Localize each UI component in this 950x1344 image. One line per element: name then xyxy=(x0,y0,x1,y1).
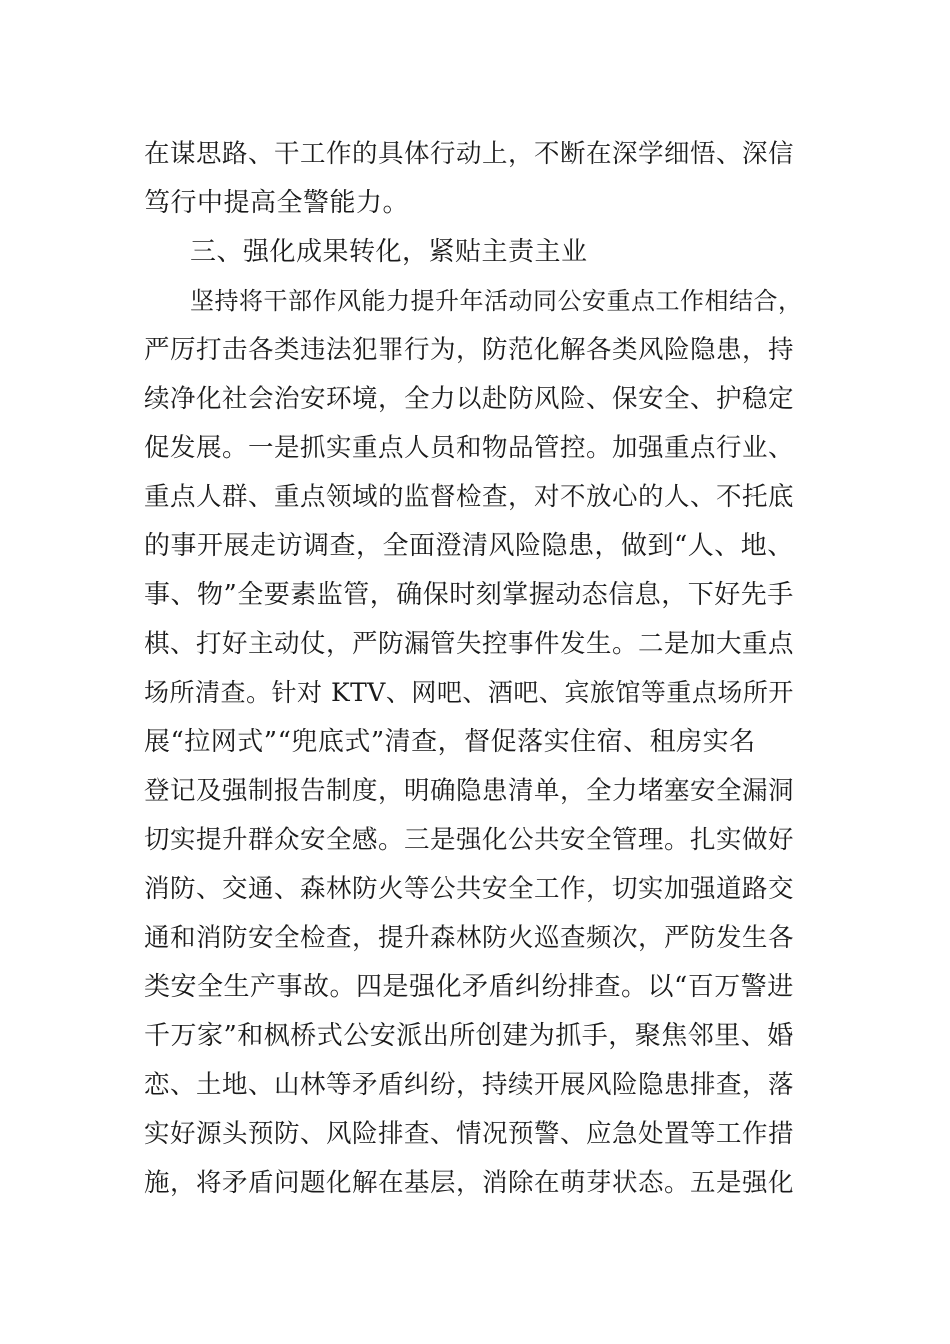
body-text-line: 笃行中提高全警能力。 xyxy=(144,188,410,218)
body-text-line: 恋、土地、山林等矛盾纠纷，持续开展风险隐患排查，落 xyxy=(144,1070,795,1100)
section-heading: 三、强化成果转化，紧贴主责主业 xyxy=(190,237,588,267)
body-text-line: 重点人群、重点领域的监督检查，对不放心的人、不托底 xyxy=(144,482,795,512)
body-text-line: 在谋思路、干工作的具体行动上，不断在深学细悟、深信 xyxy=(144,139,795,169)
body-text-line: 通和消防安全检查，提升森林防火巡查频次，严防发生各 xyxy=(144,923,795,953)
body-text-line: 实好源头预防、风险排查、情况预警、应急处置等工作措 xyxy=(144,1119,795,1149)
body-text-line: 登记及强制报告制度，明确隐患清单，全力堵塞安全漏洞 xyxy=(144,776,795,806)
body-text-line: 棋、打好主动仗，严防漏管失控事件发生。二是加大重点 xyxy=(144,629,795,659)
body-text-line: 续净化社会治安环境，全力以赴防风险、保安全、护稳定 xyxy=(144,384,795,414)
body-text-line: 场所清查。针对 KTV、网吧、酒吧、宾旅馆等重点场所开 xyxy=(144,678,794,707)
body-text-line: 严厉打击各类违法犯罪行为，防范化解各类风险隐患，持 xyxy=(144,335,795,365)
body-text-line: 消防、交通、森林防火等公共安全工作，切实加强道路交 xyxy=(144,874,795,904)
paragraph-first-line: 坚持将干部作风能力提升年活动同公安重点工作相结合， xyxy=(190,287,803,315)
body-text-line: 的事开展走访调查，全面澄清风险隐患，做到“人、地、 xyxy=(144,531,794,561)
body-text-line: 事、物”全要素监管，确保时刻掌握动态信息，下好先手 xyxy=(144,580,794,610)
body-text-line: 促发展。一是抓实重点人员和物品管控。加强重点行业、 xyxy=(144,433,795,463)
body-text-line: 展“拉网式”“兜底式”清查，督促落实住宿、租房实名 xyxy=(144,727,756,757)
body-text-line: 施，将矛盾问题化解在基层，消除在萌芽状态。五是强化 xyxy=(144,1168,795,1198)
body-text-line: 切实提升群众安全感。三是强化公共安全管理。扎实做好 xyxy=(144,825,795,855)
body-text-line: 千万家”和枫桥式公安派出所创建为抓手，聚焦邻里、婚 xyxy=(144,1021,794,1051)
body-text-line: 类安全生产事故。四是强化矛盾纠纷排查。以“百万警进 xyxy=(144,972,794,1002)
